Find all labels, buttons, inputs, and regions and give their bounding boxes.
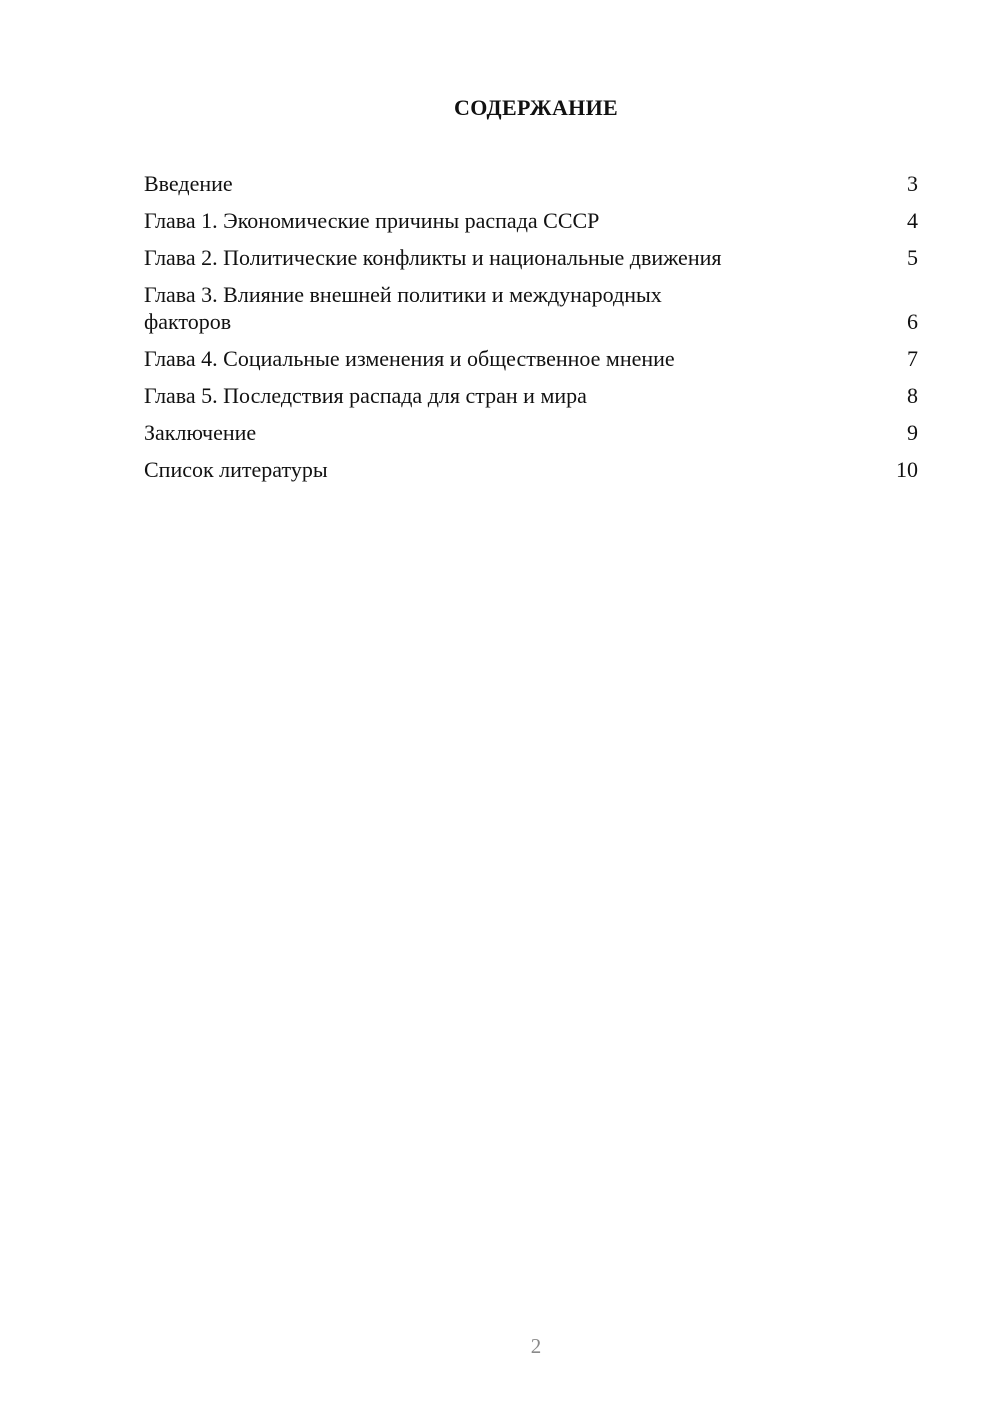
toc-entry-chapter-1 (144, 207, 918, 234)
toc-entry-title: Глава 4. Социальные изменения и общественное мнение (144, 346, 675, 371)
toc-entry-page: 6 (907, 309, 918, 334)
toc-entry-introduction (144, 170, 918, 197)
toc-entry-chapter-5 (144, 382, 918, 409)
toc-entry-page: 8 (907, 383, 918, 408)
toc-entry-page: 10 (896, 457, 918, 482)
toc-entry-page: 3 (907, 171, 918, 196)
toc-entry-conclusion (144, 419, 918, 446)
toc-entry-page: 9 (907, 420, 918, 445)
toc-entry-title: Глава 5. Последствия распада для стран и мира (144, 383, 587, 408)
toc-entry-title: Глава 2. Политические конфликты и национальные движения (144, 245, 722, 270)
toc-entry-page: 4 (907, 208, 918, 233)
toc-entry-title: Заключение (144, 420, 257, 445)
toc-entry-page: 5 (907, 245, 918, 270)
toc-entry-title: Введение (144, 171, 233, 196)
toc-entry-chapter-4 (144, 345, 918, 372)
toc-entry-chapter-2 (144, 244, 918, 271)
toc-entry-chapter-3 (144, 281, 918, 335)
toc-entry-title: Список литературы (144, 457, 328, 482)
table-of-contents (144, 170, 918, 483)
page-title: СОДЕРЖАНИЕ (454, 95, 618, 120)
toc-entry-page: 7 (907, 346, 918, 371)
toc-entry-title: Глава 3. Влияние внешней политики и международных факторов (144, 282, 662, 334)
toc-entry-title: Глава 1. Экономические причины распада СССР (144, 208, 600, 233)
page-number: 2 (530, 1334, 542, 1358)
toc-entry-references (144, 456, 918, 483)
